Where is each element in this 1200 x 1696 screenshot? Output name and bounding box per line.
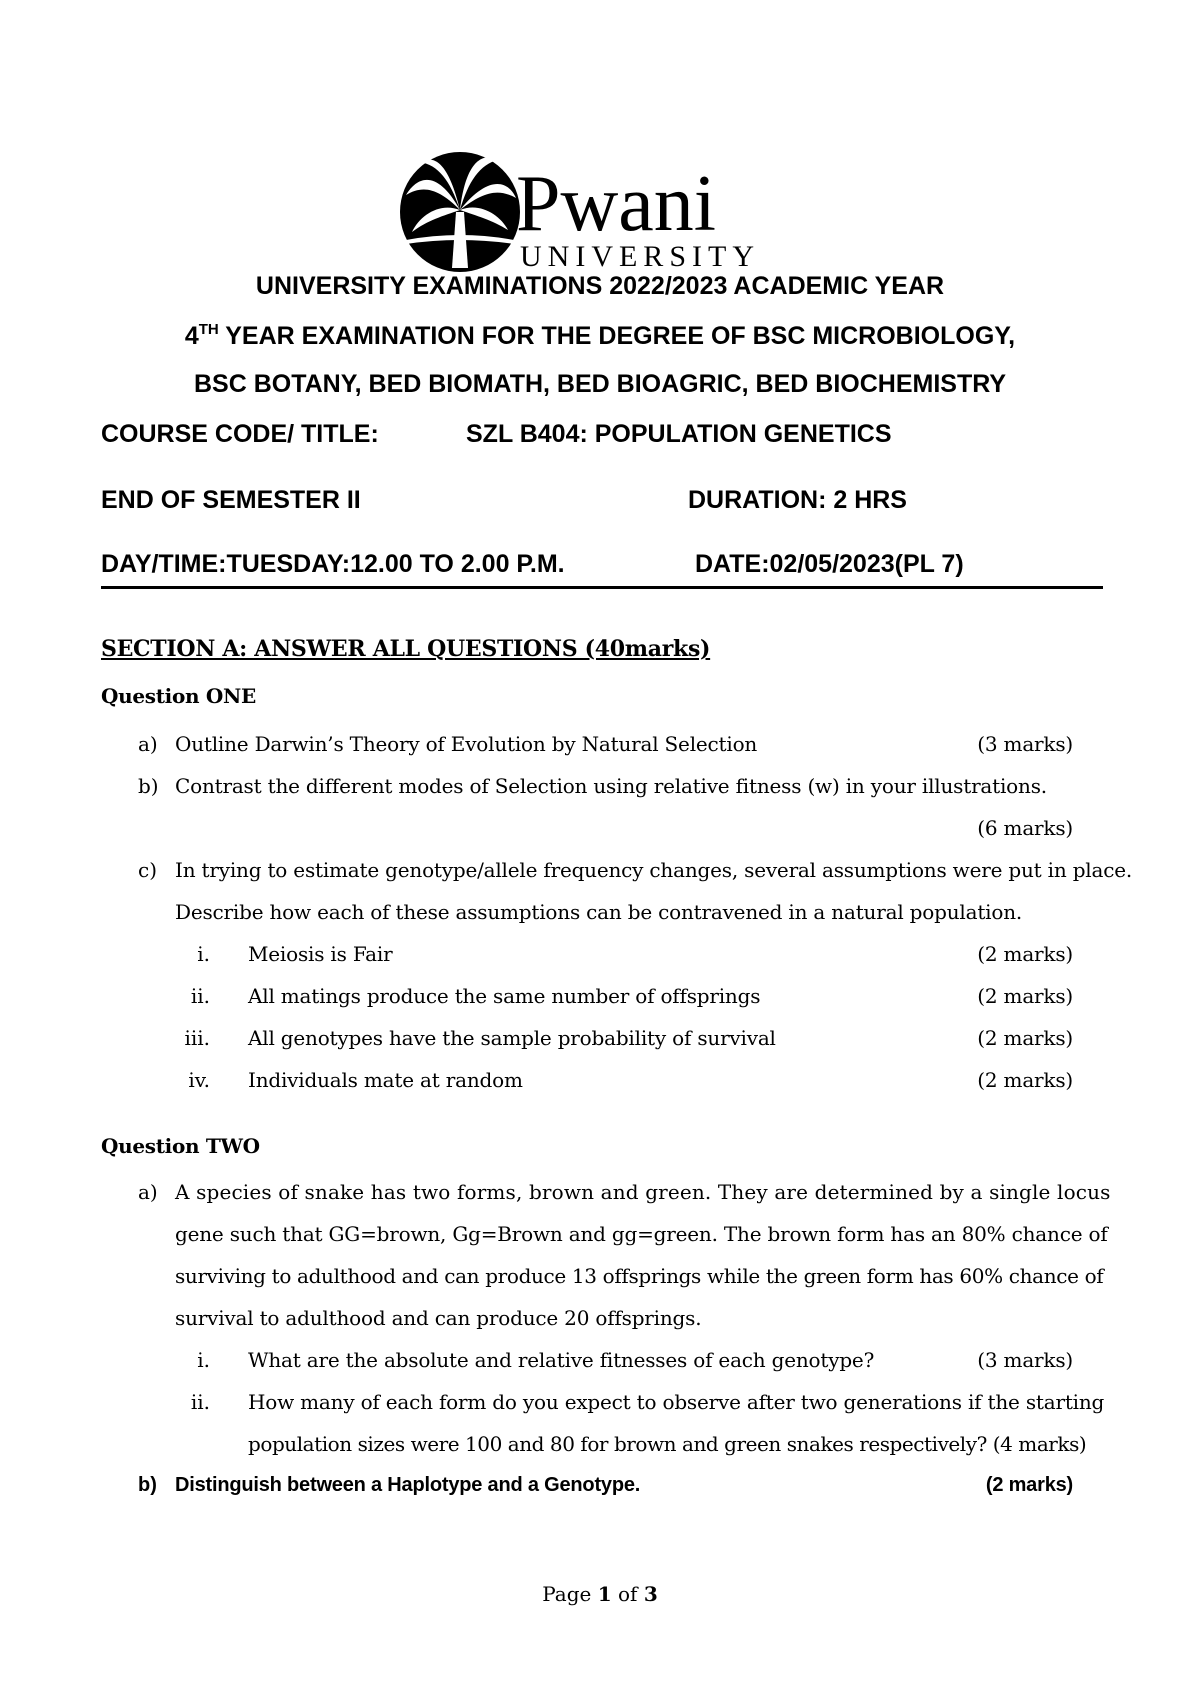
q1c-iii-marks: (2 marks) <box>977 1026 1073 1050</box>
palm-tree-icon <box>398 140 760 273</box>
q1b-marks: (6 marks) <box>977 816 1073 840</box>
q1c-ii-text: All matings produce the same number of offsprings <box>248 984 761 1008</box>
q1c-ii-marks: (2 marks) <box>977 984 1073 1008</box>
q2a-line2: gene such that GG=brown, Gg=Brown and gg=green. The brown form has an 80% chance of <box>175 1222 1108 1246</box>
question-two-heading: Question TWO <box>101 1134 260 1158</box>
logo-wordmark: Pwani <box>516 160 716 248</box>
q2a-i-num: i. <box>197 1348 210 1372</box>
pwani-university-logo <box>398 140 760 273</box>
q1a-text: Outline Darwin’s Theory of Evolution by Natural Selection <box>175 732 758 756</box>
q2a-ii-num: ii. <box>190 1390 210 1414</box>
q2b-label: b) <box>138 1474 157 1496</box>
q1c-iv-marks: (2 marks) <box>977 1068 1073 1092</box>
q2a-line4: survival to adulthood and can produce 20 offsprings. <box>175 1306 702 1330</box>
footer-page-total: 3 <box>643 1582 658 1606</box>
footer-of-word: of <box>618 1582 638 1606</box>
q1c-ii-num: ii. <box>190 984 210 1008</box>
degree-line: YEAR EXAMINATION FOR THE DEGREE OF BSC MICROBIOLOGY, <box>218 322 1016 350</box>
page-footer <box>0 1582 1200 1606</box>
exam-header-line1: UNIVERSITY EXAMINATIONS 2022/2023 ACADEMIC YEAR <box>255 272 945 300</box>
course-label: COURSE CODE/ TITLE: <box>101 420 379 448</box>
q2b-marks: (2 marks) <box>985 1474 1073 1496</box>
q2a-line3: surviving to adulthood and can produce 13 offsprings while the green form has 60% chance of <box>175 1264 1104 1288</box>
year-number: 4 <box>184 322 199 350</box>
q2a-i-marks: (3 marks) <box>977 1348 1073 1372</box>
footer-page-word: Page <box>542 1582 592 1606</box>
q1c-label: c) <box>138 858 158 882</box>
q1c-line2: Describe how each of these assumptions can be contravened in a natural population. <box>175 900 1023 924</box>
q1c-i-marks: (2 marks) <box>977 942 1073 966</box>
q1a-label: a) <box>138 732 158 756</box>
q1a-marks: (3 marks) <box>977 732 1073 756</box>
q1c-i-num: i. <box>197 942 210 966</box>
q2a-line1: A species of snake has two forms, brown and green. They are determined by a single locus <box>175 1180 1111 1204</box>
q2a-label: a) <box>138 1180 158 1204</box>
section-a-title: SECTION A: ANSWER ALL QUESTIONS (40marks) <box>101 636 711 662</box>
q2b-text: Distinguish between a Haplotype and a Genotype. <box>175 1474 641 1496</box>
q1b-label: b) <box>138 774 159 798</box>
q1b-text: Contrast the different modes of Selection using relative fitness (w) in your illustrations. <box>175 774 1047 798</box>
question-one-heading: Question ONE <box>101 684 256 708</box>
logo-subtitle: UNIVERSITY <box>520 240 760 273</box>
duration-label: DURATION: 2 HRS <box>688 486 907 514</box>
semester-label: END OF SEMESTER II <box>101 486 361 514</box>
footer-page-num: 1 <box>597 1582 612 1606</box>
daytime-label: DAY/TIME:TUESDAY:12.00 TO 2.00 P.M. <box>101 550 565 578</box>
q1c-iii-num: iii. <box>184 1026 210 1050</box>
date-label: DATE:02/05/2023(PL 7) <box>695 550 964 578</box>
header-divider <box>101 586 1103 589</box>
q1c-iv-text: Individuals mate at random <box>248 1068 523 1092</box>
q2a-ii-line2: population sizes were 100 and 80 for brown and green snakes respectively? (4 marks) <box>248 1432 1087 1456</box>
course-value: SZL B404: POPULATION GENETICS <box>466 420 892 448</box>
q2a-i-text: What are the absolute and relative fitnesses of each genotype? <box>248 1348 875 1372</box>
exam-header-line2 <box>0 322 1200 351</box>
exam-header-line3: BSC BOTANY, BED BIOMATH, BED BIOAGRIC, BED BIOCHEMISTRY <box>193 370 1007 398</box>
q1c-iii-text: All genotypes have the sample probability of survival <box>248 1026 776 1050</box>
q1c-iv-num: iv. <box>188 1068 210 1092</box>
q2a-ii-line1: How many of each form do you expect to observe after two generations if the starting <box>248 1390 1105 1414</box>
q1c-i-text: Meiosis is Fair <box>248 942 393 966</box>
year-superscript: TH <box>198 321 219 338</box>
q1c-line1: In trying to estimate genotype/allele frequency changes, several assumptions were put in place. <box>175 858 1133 882</box>
